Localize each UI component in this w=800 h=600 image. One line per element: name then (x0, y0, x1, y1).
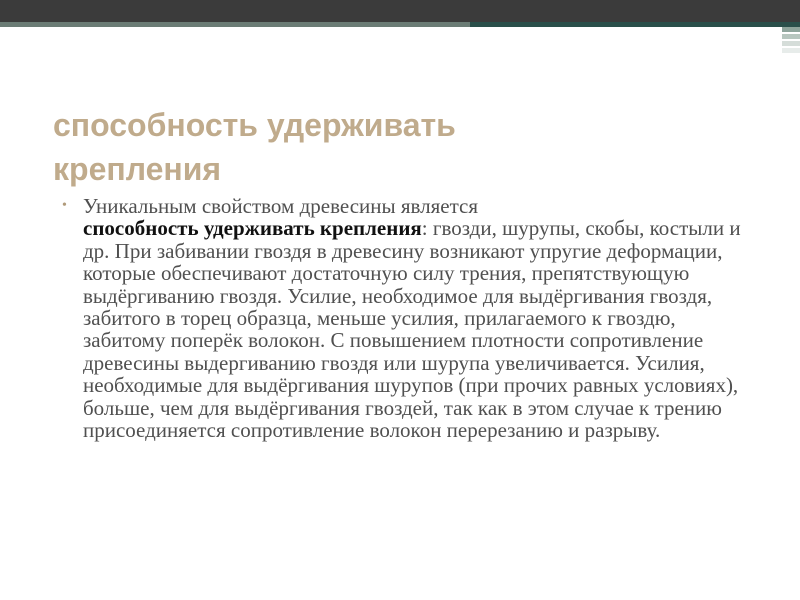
slide-title-line1: способность удерживать (53, 107, 456, 143)
bullet-item (62, 195, 752, 441)
corner-stripes (782, 27, 800, 55)
bullet-highlight: способность удерживать крепления (83, 216, 422, 241)
top-dark-band (0, 0, 800, 22)
slide-title-line2: крепления (53, 151, 222, 187)
bullet-text (83, 195, 752, 441)
accent-bar-left (0, 22, 470, 27)
bullet-body: : гвозди, шурупы, скобы, костыли и др. При забивании гвоздя в древесину возникают упругие деформации, которые обеспечивают достаточную силу трения, препятствующую выдёргиванию гвоздя. Усилие, необходимое для выдёргивания гвоздя, забитого в торец образца, меньше усилия, прилагаемого к гвоздю, забитому поперёк волокон. С повышением плотности сопротивление древесины выдергиванию гвоздя или шурупа увеличивается. Усилия, необходимые для выдёргивания шурупов (при прочих равных условиях), больше, чем для выдёргивания гвоздей, так как в этом случае к трению присоединяется сопротивление волокон перерезанию и разрыву. (83, 216, 741, 443)
accent-bar-right (470, 22, 800, 27)
slide-title (53, 103, 753, 191)
bullet-dot-icon: • (62, 198, 67, 213)
bullet-intro: Уникальным свойством древесины является (83, 194, 479, 218)
